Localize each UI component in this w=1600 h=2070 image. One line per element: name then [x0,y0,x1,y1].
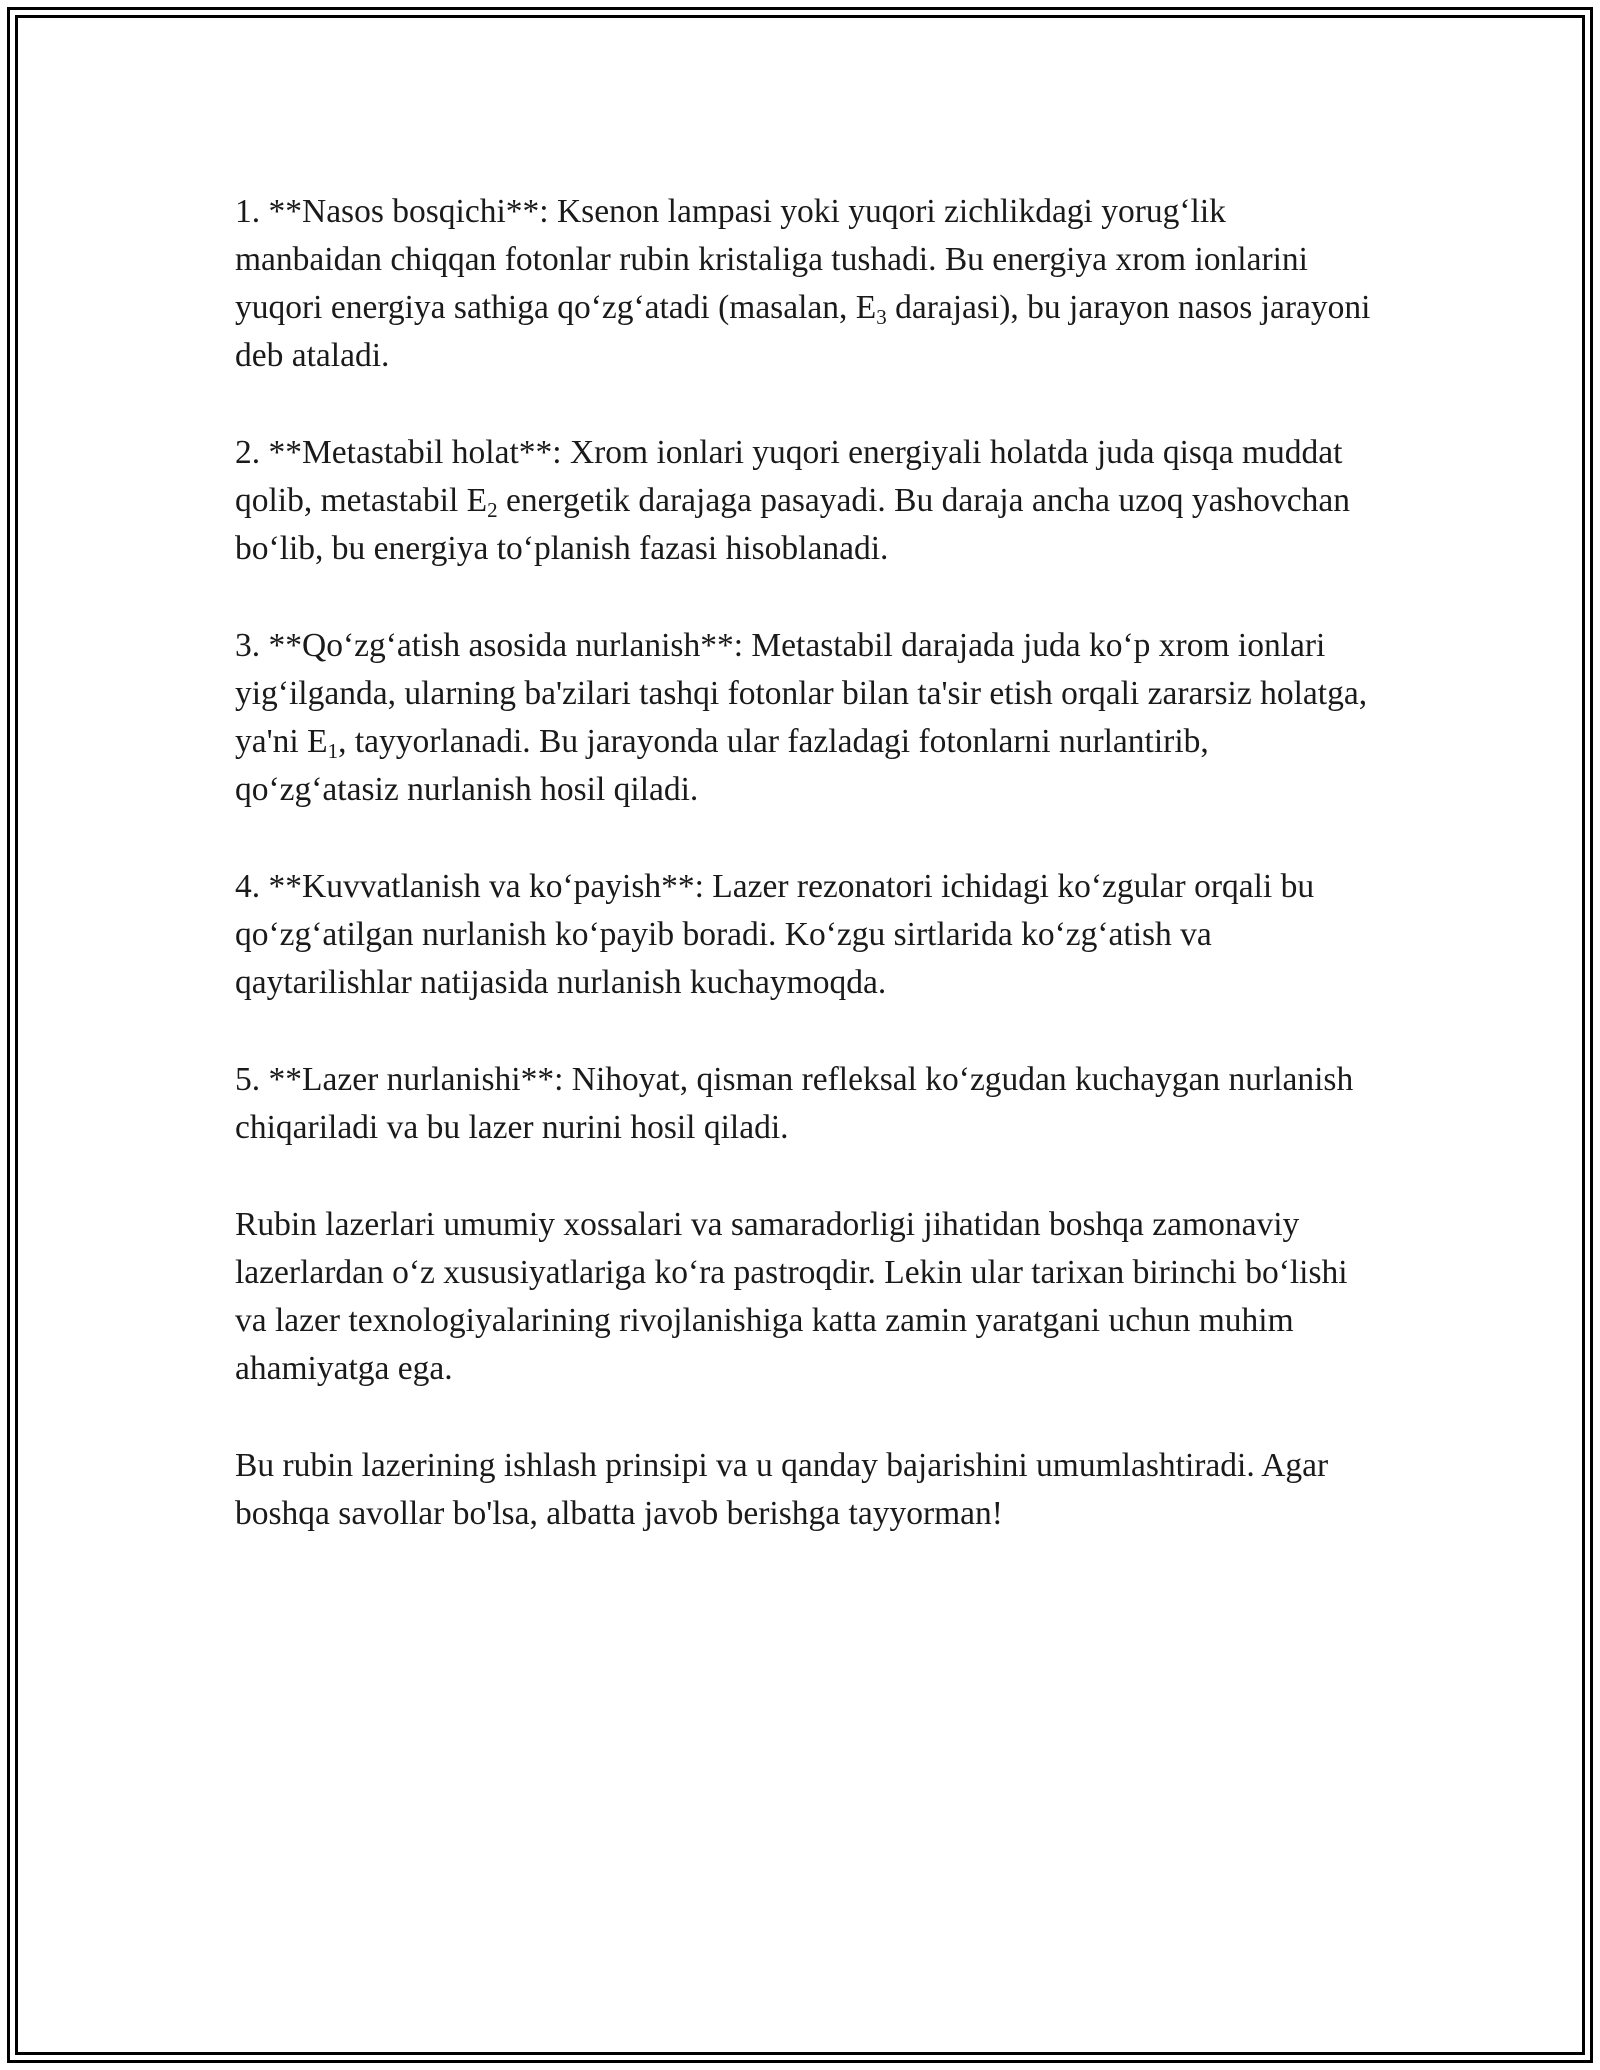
paragraph-conclusion: Bu rubin lazerining ishlash prinsipi va u qanday bajarishini umumlashtiradi. Agar boshqa savollar bo'lsa, albatta javob berishga tayyorman! [235,1447,1329,1532]
paragraph-nasos-bosqichi: 1. **Nasos bosqichi**: Ksenon lampasi yoki yuqori zichlikdagi yorug‘lik manbaidan chiqqan fotonlar rubin kristaliga tushadi. Bu energiya xrom ionlarini yuqori energiya sathiga qo‘zg‘atadi (masalan, $E_3$ darajasi), bu jarayon nasos jarayoni deb ataladi. [235,193,1371,374]
paragraph-rubin-lazerlari: Rubin lazerlari umumiy xossalari va samaradorligi jihatidan boshqa zamonaviy lazerlardan o‘z xususiyatlariga ko‘ra pastroqdir. Lekin ular tarixan birinchi bo‘lishi va lazer texnologiyalarining rivojlanishiga katta zamin yaratgani uchun muhim ahamiyatga ega. [235,1206,1348,1387]
paragraph-lazer-nurlanishi: 5. **Lazer nurlanishi**: Nihoyat, qisman refleksal ko‘zgudan kuchaygan nurlanish chiqariladi va bu lazer nurini hosil qiladi. [235,1061,1354,1146]
paragraph-metastabil-holat: 2. **Metastabil holat**: Xrom ionlari yuqori energiyali holatda juda qisqa muddat qolib, metastabil $E_2$ energetik darajaga pasayadi. Bu daraja ancha uzoq yashovchan bo‘lib, bu energiya to‘planish fazasi hisoblanadi. [235,434,1350,567]
paragraph-qozgatish-nurlanish: 3. **Qo‘zg‘atish asosida nurlanish**: Metastabil darajada juda ko‘p xrom ionlari yig‘ilganda, ularning ba'zilari tashqi fotonlar bilan ta'sir etish orqali zararsiz holatga, ya'ni $E_1$, tayyorlanadi. Bu jarayonda ular fazladagi fotonlarni nurlantirib, qo‘zg‘atasiz nurlanish hosil qiladi. [235,627,1368,808]
paragraph-kuvvatlanish: 4. **Kuvvatlanish va ko‘payish**: Lazer rezonatori ichidagi ko‘zgular orqali bu qo‘zg‘atilgan nurlanish ko‘payib boradi. Ko‘zgu sirtlarida ko‘zg‘atish va qaytarilishlar natijasida nurlanish kuchaymoqda. [235,868,1315,1001]
document-body [235,188,1375,1587]
